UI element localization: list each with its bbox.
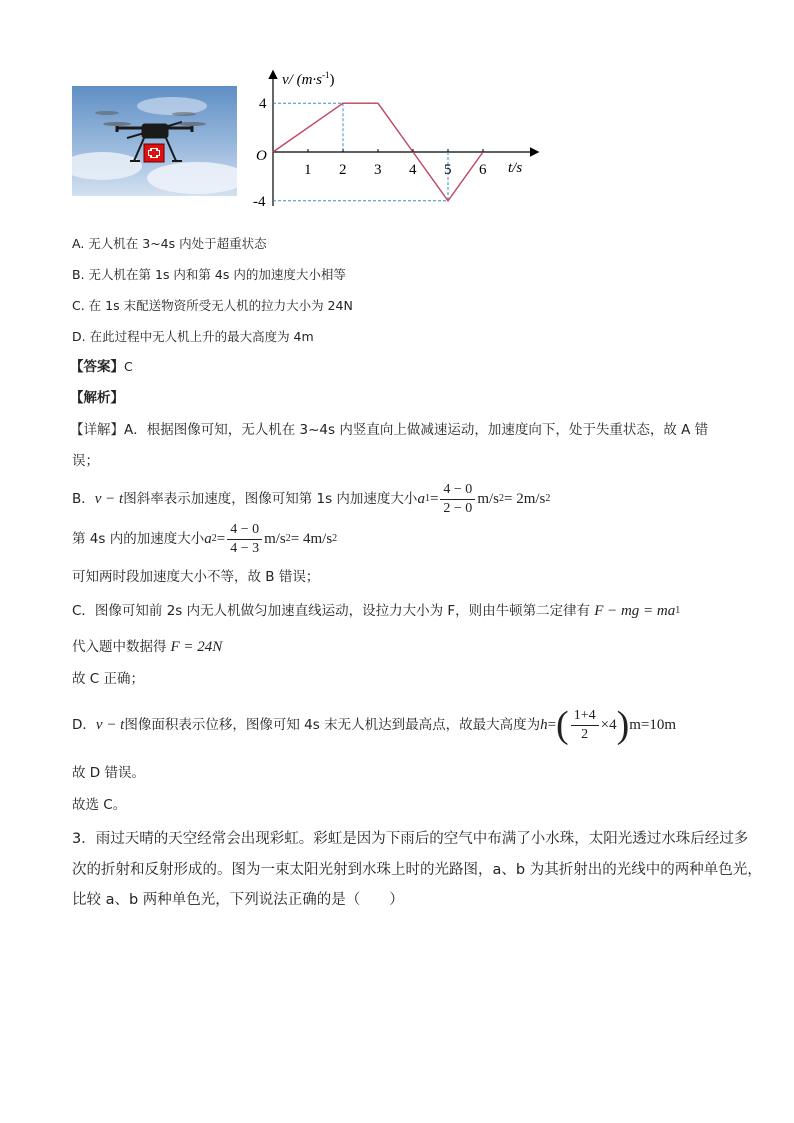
detail-c-sub: 代入题中数据得 F = 24N [72, 639, 223, 655]
detail-a-line1: 【详解】A．根据图像可知，无人机在 3~4s 内竖直向上做减速运动，加速度向下，处于失重状态，故 A 错 [70, 422, 709, 438]
x-tick-label: 6 [479, 162, 487, 178]
option-c: C. 在 1s 末配送物资所受无人机的拉力大小为 24N [72, 298, 353, 313]
detail-b-conclusion: 可知两时段加速度大小不等，故 B 错误； [72, 569, 320, 585]
x-tick-label: 1 [304, 162, 312, 178]
final-answer: 故选 C。 [72, 797, 127, 813]
question3-line3: 比较 a、b 两种单色光，下列说法正确的是（ ） [72, 892, 404, 908]
detail-d-conclusion: 故 D 错误。 [72, 765, 145, 781]
detail-a-line2: 误； [72, 453, 99, 469]
medical-box-icon [144, 144, 164, 162]
y-tick-label: 4 [259, 96, 267, 113]
x-tick-label: 3 [374, 162, 382, 178]
detail-c-line: C．图像可知前 2s 内无人机做匀加速直线运动，设拉力大小为 F，则由牛顿第二定律有 F − mg = ma 1 [72, 603, 681, 619]
x-tick-labels [304, 149, 487, 178]
answer [70, 358, 133, 376]
x-tick-label: 4 [409, 162, 417, 178]
answer-value: C [124, 359, 133, 374]
drone-photo [72, 86, 237, 196]
x-tick-label: 5 [444, 162, 452, 178]
fraction-d: $\frac{1+4}{2}$ [571, 708, 599, 743]
y-axis-label: v/ $(m\cdot s^{-1})$ [282, 70, 335, 88]
option-d: D. 在此过程中无人机上升的最大高度为 4m [72, 329, 314, 344]
y-tick-label: -4 [253, 193, 266, 210]
analysis-label: 【解析】 [70, 390, 124, 406]
x-axis-label: t/s [508, 160, 523, 176]
option-a: A. 无人机在 3~4s 内处于超重状态 [72, 236, 267, 251]
answer-label: 【答案】 [70, 359, 124, 375]
vt-graph [245, 66, 545, 212]
fraction-b1: $\frac{4 - 0}{2 - 0}$ [440, 482, 475, 517]
question3-line2: 次的折射和反射形成的。图为一束太阳光射到水珠上时的光路图，a、b 为其折射出的光线中的两种单色光， [72, 862, 762, 878]
origin-label: O [256, 148, 267, 164]
option-b: B. 无人机在第 1s 内和第 4s 内的加速度大小相等 [72, 267, 346, 282]
detail-c-conclusion: 故 C 正确； [72, 671, 145, 687]
detail-b-line: B． v − t 图斜率表示加速度，图像可知第 1s 内加速度大小 a 1 = $\frac{4 - 0}{2 - 0}$ m/s 2 = 2m/s 2 [72, 481, 551, 516]
detail-d-line: D． v − t 图像面积表示位移，图像可知 4s 末无人机达到最高点，故最大高度为 h = ( $\frac{1+4}{2}$ ×4 ) m=10m [72, 704, 677, 746]
fraction-b2: $\frac{4 - 0}{4 - 3}$ [227, 522, 262, 557]
detail-b2-line: 第 4s 内的加速度大小 a 2 = $\frac{4 - 0}{4 - 3}$ m/s 2 = 4m/s 2 [72, 521, 338, 556]
question3-line1: 3．雨过天晴的天空经常会出现彩虹。彩虹是因为下雨后的空气中布满了小水珠，太阳光透过水珠后经过多 [72, 831, 749, 847]
x-tick-label: 2 [339, 162, 347, 178]
